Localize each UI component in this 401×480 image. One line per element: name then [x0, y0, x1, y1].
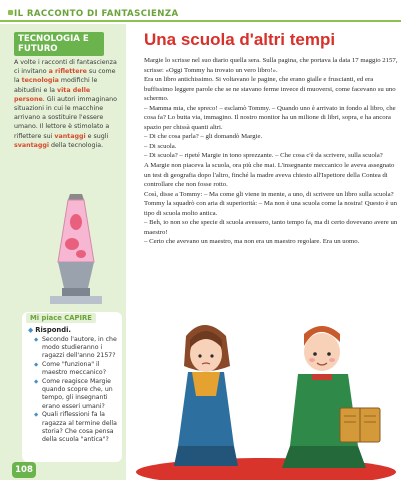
- sidebar-title: TECNOLOGIA E FUTURO: [14, 32, 104, 56]
- header-bullet: [8, 10, 13, 15]
- story-paragraph: Così, disse a Tommy: – Ma come gli viene in mente, a uno, di scrivere un libro sulla scuola?: [144, 190, 394, 198]
- header-divider: [0, 20, 401, 22]
- question-item: ◆ Quali riflessioni fa la ragazza al termine della storia? Che cosa pensa della scuola "antica"?: [34, 411, 120, 444]
- questions-instruction: [28, 326, 71, 334]
- lava-lamp-illustration: [50, 192, 102, 304]
- body-text: A volte i racconti di fantascienza ci invitano: [14, 59, 117, 76]
- story-paragraph: – Mamma mia, che spreco! – esclamò Tommy. – Quando uno è arrivato in fondo al libro, che cosa fa? Lo butta via, immagino. Il nostro monitor ha un milione di libri, sopra, e ha ancora spazio per chissà quanti altri.: [144, 104, 396, 131]
- question-item: ◆ Come "funziona" il maestro meccanico?: [34, 361, 120, 377]
- section-header: [0, 0, 401, 24]
- sidebar-body: [14, 58, 120, 150]
- questions-tag: [26, 314, 96, 322]
- body-text: della tecnologia.: [49, 141, 104, 149]
- story-paragraph: Margie lo scrisse nel suo diario quella sera. Sulla pagina, che portava la data 17 maggio 2157, scrisse: «Oggi Tommy ha trovato un vero libro!».: [144, 57, 398, 74]
- highlighted-term: a riflettere: [48, 68, 87, 76]
- story-paragraph: – Certo che avevano un maestro, ma non era un maestro regolare. Era un uomo.: [144, 238, 360, 246]
- instruction-text: Rispondi.: [35, 326, 71, 334]
- highlighted-term: svantaggi: [14, 141, 50, 149]
- section-label: IL RACCONTO DI FANTASCIENZA: [14, 9, 179, 19]
- page-number: 108: [12, 462, 36, 478]
- body-text: e sugli: [85, 132, 109, 140]
- questions-tag-text: Mi piace CAPIRE: [26, 313, 96, 323]
- body-text: su come la: [14, 68, 116, 85]
- questions-list: [34, 336, 120, 445]
- story-text: [144, 56, 398, 247]
- story-title: Una scuola d'altri tempi: [144, 30, 336, 49]
- girl-figure: [174, 325, 238, 466]
- question-item: ◆ Secondo l'autore, in che modo studieranno i ragazzi dell'anno 2157?: [34, 336, 120, 361]
- question-item: ◆ Come reagisce Margie quando scopre che, un tempo, gli insegnanti erano esseri umani?: [34, 378, 120, 411]
- story-paragraph: – Di scuola.: [144, 142, 177, 150]
- children-reading-illustration: [126, 296, 401, 480]
- diamond-icon: ◆: [28, 326, 34, 334]
- story-paragraph: – Di che cosa parla? – gli domandò Margie.: [144, 133, 263, 141]
- story-paragraph: – Beh, io non so che specie di scuola avessero, tanto tempo fa, ma di certo dovevano avere un maestro!: [144, 219, 398, 236]
- story-paragraph: Tommy la squadrò con aria di superiorità: – Ma non è una scuola come la nostra! Questo è un tipo di scuola molto antica.: [144, 200, 397, 217]
- boy-figure: [282, 326, 380, 468]
- highlighted-term: vantaggi: [54, 132, 86, 140]
- story-paragraph: Era un libro antichissimo. Si voltavano le pagine, che erano gialle e fruscianti, ed era buffissimo leggere parole che se ne stavano ferme invece di muoversi, come facevano su uno schermo.: [144, 76, 396, 103]
- body-text: . Gli autori immaginano situazioni in cui le macchine arrivano a sostituire l'essere umano. Il lettore è stimolato a riflettere sui: [14, 95, 117, 140]
- story-paragraph: – Di scuola? – ripeté Margie in tono sprezzante. – Che cosa c'è da scrivere, sulla scuola?: [144, 152, 383, 160]
- highlighted-term: tecnologia: [21, 77, 59, 85]
- highlighted-term: vita delle persone: [14, 86, 91, 103]
- body-text: modifichi le abitudini e la: [14, 77, 98, 94]
- story-paragraph: A Margie non piaceva la scuola, ora più che mai. L'insegnante meccanico le aveva assegnato un test di geografia dopo l'altro, finché la madre aveva chiesto all'Ispettore della Contea di controllare che non fosse rotto.: [144, 162, 395, 189]
